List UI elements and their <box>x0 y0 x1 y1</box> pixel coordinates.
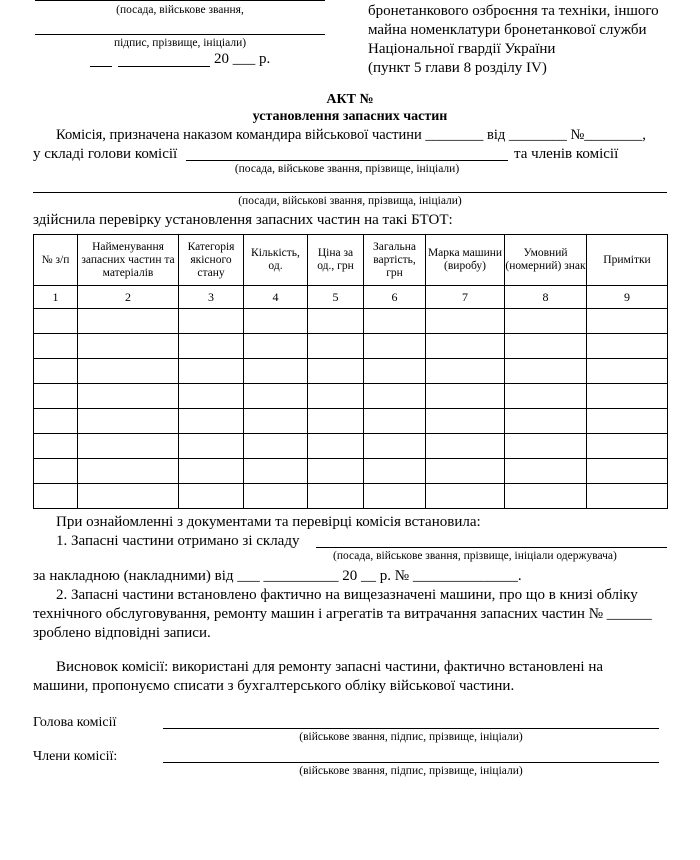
table-cell <box>505 434 587 459</box>
position-caption: (посада, військове звання, <box>116 4 244 16</box>
table-cell <box>364 309 426 334</box>
table-cell <box>505 359 587 384</box>
table-cell <box>364 384 426 409</box>
top-left-line-2 <box>35 34 325 35</box>
table-cell <box>34 359 78 384</box>
table-cell <box>244 384 308 409</box>
table-cell <box>505 409 587 434</box>
table-cell <box>364 434 426 459</box>
table-cell <box>78 309 179 334</box>
col-header-model: Марка машини (виробу) <box>426 235 505 286</box>
members-line <box>33 192 667 193</box>
table-cell <box>587 409 668 434</box>
findings-item1: 1. Запасні частини отримано зі складу <box>56 533 300 549</box>
table-cell <box>587 334 668 359</box>
table-cell <box>34 459 78 484</box>
date-day-line <box>90 66 112 67</box>
table-cell <box>364 484 426 509</box>
table-cell <box>78 459 179 484</box>
chair-signature-caption: (військове звання, підпис, прізвище, ініціали) <box>299 731 523 743</box>
table-cell <box>34 409 78 434</box>
table-cell <box>179 409 244 434</box>
table-cell <box>244 434 308 459</box>
table-cell <box>587 434 668 459</box>
findings-invoice: за накладною (накладними) від ___ __________ 20 __ р. № ______________. <box>33 568 522 584</box>
table-cell <box>308 384 364 409</box>
table-row <box>34 409 668 434</box>
table-cell <box>505 384 587 409</box>
chair-prefix: у складі голови комісії <box>33 146 178 162</box>
table-cell <box>426 359 505 384</box>
col-header-sign: Умовний (номерний) знак <box>505 235 587 286</box>
table-cell <box>364 334 426 359</box>
table-cell <box>34 484 78 509</box>
top-right-line-2: майна номенклатури бронетанкової служби <box>368 22 647 38</box>
table-row <box>34 459 668 484</box>
col-header-quantity: Кількість, од. <box>244 235 308 286</box>
col-header-category: Категорія якісного стану <box>179 235 244 286</box>
table-cell <box>308 409 364 434</box>
table-cell <box>587 459 668 484</box>
table-row <box>34 434 668 459</box>
col-number: 2 <box>78 286 179 309</box>
table-cell <box>179 434 244 459</box>
commission-text: Комісія, призначена наказом командира військової частини ________ від ________ №________, <box>56 127 646 143</box>
table-cell <box>364 359 426 384</box>
table-cell <box>308 309 364 334</box>
findings-item2-line3: зроблено відповідні записи. <box>33 625 211 641</box>
chair-suffix: та членів комісії <box>514 146 619 162</box>
table-cell <box>34 434 78 459</box>
table-cell <box>426 409 505 434</box>
table-cell <box>426 484 505 509</box>
chair-signature-label: Голова комісії <box>33 715 117 730</box>
table-cell <box>34 384 78 409</box>
table-cell <box>179 334 244 359</box>
table-cell <box>426 434 505 459</box>
table-cell <box>78 484 179 509</box>
date-year-text: 20 ___ р. <box>214 51 271 67</box>
table-cell <box>505 459 587 484</box>
table-cell <box>426 459 505 484</box>
col-number: 7 <box>426 286 505 309</box>
table-cell <box>179 484 244 509</box>
table-number-row <box>34 286 668 309</box>
performed-text: здійснила перевірку установлення запасних частин на такі БТОТ: <box>33 212 453 228</box>
col-header-name: Найменування запасних частин та матеріалів <box>78 235 179 286</box>
table-cell <box>244 309 308 334</box>
findings-item2-line1: 2. Запасні частини встановлено фактично на вищезазначені машини, про що в книзі обліку <box>56 587 638 603</box>
members-caption: (посади, військові звання, прізвища, ініціали) <box>238 195 462 207</box>
table-cell <box>426 384 505 409</box>
receiver-caption: (посада, військове звання, прізвище, ініціали одержувача) <box>333 550 617 562</box>
col-number: 3 <box>179 286 244 309</box>
table-cell <box>179 384 244 409</box>
conclusion-line2: машини, пропонуємо списати з бухгалтерського обліку військової частини. <box>33 678 515 694</box>
chair-signature-line <box>163 728 659 729</box>
chair-caption: (посада, військове звання, прізвище, ініціали) <box>234 163 460 175</box>
conclusion-line1: Висновок комісії: використані для ремонту запасні частини, фактично встановлені на <box>56 659 604 675</box>
table-row <box>34 309 668 334</box>
table-cell <box>244 334 308 359</box>
table-cell <box>364 409 426 434</box>
act-title: АКТ № <box>326 92 374 107</box>
table-cell <box>587 484 668 509</box>
table-row <box>34 359 668 384</box>
signature-caption: підпис, прізвище, ініціали) <box>113 37 247 49</box>
table-cell <box>587 384 668 409</box>
spare-parts-table <box>33 234 668 509</box>
findings-item2-line2: технічного обслуговування, ремонту машин і агрегатів та витрачання запасних частин № ______ <box>33 606 652 622</box>
table-cell <box>308 334 364 359</box>
col-number: 6 <box>364 286 426 309</box>
top-right-line-1: бронетанкового озброєння та техніки, іншого <box>368 3 659 19</box>
table-row <box>34 384 668 409</box>
col-header-number: № з/п <box>34 235 78 286</box>
table-cell <box>78 359 179 384</box>
table-cell <box>587 309 668 334</box>
receiver-line <box>316 547 667 548</box>
table-cell <box>505 309 587 334</box>
members-signature-line <box>163 762 659 763</box>
top-right-line-3: Національної гвардії України <box>368 41 556 57</box>
table-cell <box>426 309 505 334</box>
table-cell <box>179 459 244 484</box>
col-header-total: Загальна вартість, грн <box>364 235 426 286</box>
table-row <box>34 334 668 359</box>
chair-line <box>186 160 508 161</box>
table-cell <box>505 484 587 509</box>
findings-intro: При ознайомленні з документами та перевірці комісія встановила: <box>56 514 481 530</box>
table-cell <box>426 334 505 359</box>
col-number: 8 <box>505 286 587 309</box>
col-header-price: Ціна за од., грн <box>308 235 364 286</box>
table-cell <box>34 334 78 359</box>
table-cell <box>78 434 179 459</box>
table-cell <box>244 359 308 384</box>
col-number: 5 <box>308 286 364 309</box>
table-cell <box>179 359 244 384</box>
table-cell <box>364 459 426 484</box>
act-subtitle: установлення запасних частин <box>252 109 448 124</box>
table-header-row <box>34 235 668 286</box>
col-header-notes: Примітки <box>587 235 668 286</box>
col-number: 9 <box>587 286 668 309</box>
table-cell <box>244 484 308 509</box>
table-cell <box>34 309 78 334</box>
table-cell <box>78 334 179 359</box>
table-cell <box>78 384 179 409</box>
table-row <box>34 484 668 509</box>
col-number: 1 <box>34 286 78 309</box>
table-cell <box>505 334 587 359</box>
table-cell <box>244 459 308 484</box>
table-cell <box>308 484 364 509</box>
table-cell <box>308 459 364 484</box>
table-cell <box>179 309 244 334</box>
top-right-line-4: (пункт 5 глави 8 розділу IV) <box>368 60 547 76</box>
members-signature-caption: (військове звання, підпис, прізвище, ініціали) <box>299 765 523 777</box>
date-month-line <box>118 66 210 67</box>
col-number: 4 <box>244 286 308 309</box>
top-left-line-1 <box>35 0 325 1</box>
table-cell <box>587 359 668 384</box>
table-cell <box>308 434 364 459</box>
table-cell <box>78 409 179 434</box>
table-cell <box>308 359 364 384</box>
members-signature-label: Члени комісії: <box>33 749 118 764</box>
table-cell <box>244 409 308 434</box>
